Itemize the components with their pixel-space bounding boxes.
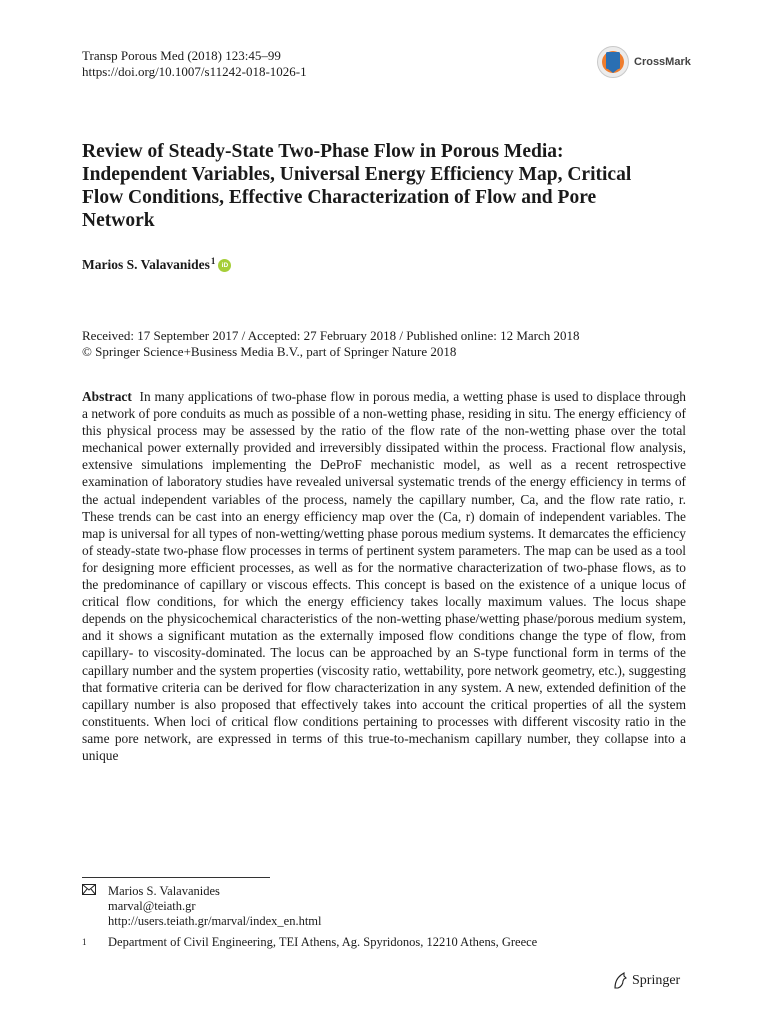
- envelope-icon: [82, 884, 108, 929]
- paper-title: Review of Steady-State Two-Phase Flow in Porous Media: Independent Variables, Universal Energy Efficiency Map, Critical Flow Conditions, Effective Characterization of Flow and Pore Network: [82, 141, 632, 231]
- springer-horse-icon: [612, 972, 628, 990]
- history-line: Received: 17 September 2017 / Accepted: 27 February 2018 / Published online: 12 March 2018: [82, 328, 580, 343]
- copyright-line: © Springer Science+Business Media B.V., part of Springer Nature 2018: [82, 344, 457, 359]
- journal-citation: Transp Porous Med (2018) 123:45–99: [82, 48, 281, 63]
- footnote-divider: [82, 877, 270, 878]
- publication-dates: [82, 328, 580, 360]
- correspondence-name: Marios S. Valavanides: [108, 884, 220, 898]
- publisher-logo: [612, 972, 680, 990]
- correspondence-email[interactable]: marval@teiath.gr: [108, 899, 196, 913]
- crossmark-icon: [596, 45, 630, 79]
- crossmark-badge[interactable]: [596, 45, 691, 79]
- affiliation-text: Department of Civil Engineering, TEI Athens, Ag. Spyridonos, 12210 Athens, Greece: [108, 935, 538, 949]
- crossmark-label: CrossMark: [634, 56, 691, 68]
- affiliation-number: 1: [82, 937, 87, 947]
- abstract-heading: Abstract: [82, 389, 132, 404]
- abstract-paragraph: [82, 388, 686, 764]
- author-line: [82, 257, 231, 273]
- doi-link[interactable]: https://doi.org/10.1007/s11242-018-1026-1: [82, 64, 307, 79]
- abstract-text: In many applications of two-phase flow in porous media, a wetting phase is used to displace through a network of pore conduits as much as possible of a non-wetting phase, residing in situ. The energy efficiency of this physical process may be assessed by the ratio of the flow rate of the non-wetting phase over the total mechanical power externally provided and irreversibly dissipated within the process. Fractional flow analysis, extensive simulations implementing the DeProF mechanistic model, as well as a recent retrospective examination of laboratory studies have revealed universal systematic trends of the energy efficiency in terms of the actual independent variables of the process, namely the capillary number, Ca, and the flow rate ratio, r. These trends can be cast into an energy efficiency map over the (Ca, r) domain of independent variables. The map is universal for all types of non-wetting/wetting phase porous medium systems. It demarcates the efficiency of steady-state two-phase flow processes in terms of pertinent system parameters. The map can be used as a tool for designing more efficient processes, as well as for the normative characterization of two-phase flows, as to the predominance of capillary or viscous effects. This concept is based on the existence of a unique locus of critical flow conditions, for which the energy efficiency takes locally maximum values. The locus shape depends on the physicochemical characteristics of the non-wetting phase/wetting phase/porous medium system, and it shows a significant mutation as the externally imposed flow conditions change the type of flow, from capillary- to viscosity-dominated. The locus can be approached by an S-type functional form in terms of the capillary number and the system properties (viscosity ratio, wettability, pore network geometry, etc.), suggesting that formative criteria can be derived for flow characterization in any system. A new, extended definition of the capillary number is also proposed that effectively takes into account the critical properties of all the system constituents. When loci of critical flow conditions pertaining to processes with different viscosity ratio in the same pore network, are expressed in terms of this true-to-mechanism capillary number, they collapse into a unique: [82, 389, 686, 763]
- affiliation-footnote: [82, 935, 537, 950]
- correspondence-block: [82, 884, 322, 929]
- author-affiliation-marker: 1: [210, 256, 216, 266]
- publisher-name: Springer: [632, 973, 681, 988]
- journal-header: [82, 48, 307, 80]
- orcid-icon[interactable]: iD: [218, 259, 231, 272]
- correspondence-url[interactable]: http://users.teiath.gr/marval/index_en.html: [108, 914, 322, 928]
- author-name: Marios S. Valavanides: [82, 257, 210, 272]
